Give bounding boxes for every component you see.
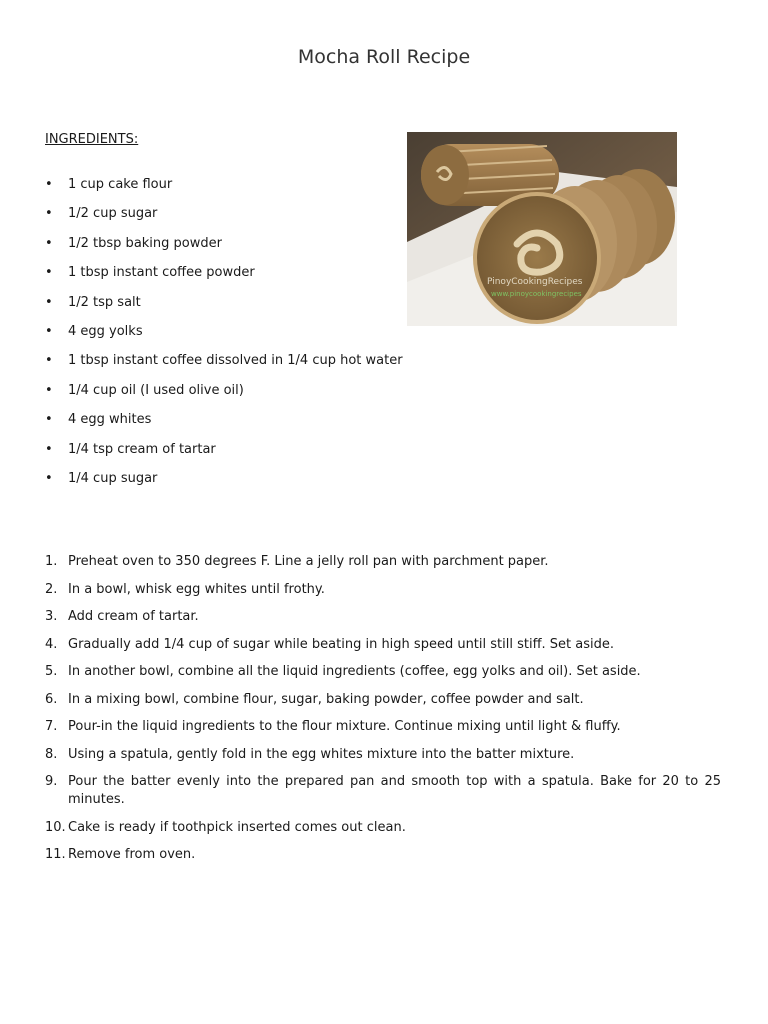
step-text: Pour the batter evenly into the prepared pan and smooth top with a spatula. Bake for 20 to 25 minutes. [68, 774, 721, 807]
directions-list [45, 553, 721, 874]
step-text: Remove from oven. [68, 847, 196, 862]
back-roll-end [421, 145, 469, 205]
ingredient-text: 4 egg whites [68, 412, 152, 428]
ingredient-item [45, 470, 403, 499]
step-text: Pour-in the liquid ingredients to the flour mixture. Continue mixing until light & fluffy. [68, 719, 621, 734]
mocha-roll-illustration [407, 132, 677, 326]
ingredient-text: 1/4 tsp cream of tartar [68, 441, 216, 457]
step-item [45, 846, 721, 864]
step-number: 2. [45, 581, 58, 597]
ingredient-text: 1/2 cup sugar [68, 206, 158, 222]
bullet-icon: • [45, 353, 53, 369]
step-item [45, 636, 721, 654]
step-text: Cake is ready if toothpick inserted comes out clean. [68, 819, 406, 835]
bullet-icon: • [45, 441, 53, 457]
step-number: 5. [45, 664, 58, 679]
bullet-icon: • [45, 177, 53, 192]
ingredient-item [45, 176, 403, 205]
ingredient-text: 1/2 tbsp baking powder [68, 235, 222, 251]
ingredient-text: 1/4 cup sugar [68, 470, 158, 486]
ingredients-heading: INGREDIENTS: [45, 132, 139, 147]
step-item [45, 553, 721, 571]
step-item [45, 819, 721, 837]
ingredient-text: 4 egg yolks [68, 323, 143, 339]
step-number: 4. [45, 636, 58, 652]
bullet-icon: • [45, 412, 53, 428]
ingredient-item [45, 294, 403, 323]
mocha-roll-photo [407, 132, 677, 326]
ingredient-text: 1/4 cup oil (I used olive oil) [68, 382, 244, 398]
watermark-text: PinoyCookingRecipes [487, 277, 583, 287]
ingredients-list [45, 176, 403, 499]
step-item [45, 691, 721, 709]
ingredient-item [45, 264, 403, 293]
ingredient-item [45, 352, 403, 381]
step-text: In a bowl, whisk egg whites until frothy. [68, 581, 325, 597]
step-number: 6. [45, 691, 58, 707]
step-text: Gradually add 1/4 cup of sugar while beating in high speed until still stiff. Set aside. [68, 636, 615, 652]
step-text: Preheat oven to 350 degrees F. Line a jelly roll pan with parchment paper. [68, 554, 549, 569]
bullet-icon: • [45, 294, 53, 310]
watermark-url: www.pinoycookingrecipes [491, 290, 582, 298]
step-item [45, 773, 721, 809]
step-item [45, 608, 721, 626]
step-item [45, 746, 721, 764]
bullet-icon: • [45, 206, 53, 222]
ingredient-text: 1 tbsp instant coffee powder [68, 265, 255, 281]
step-item [45, 663, 721, 681]
ingredient-item [45, 441, 403, 470]
ingredient-text: 1 tbsp instant coffee dissolved in 1/4 cup hot water [68, 353, 403, 369]
step-text: Using a spatula, gently fold in the egg whites mixture into the batter mixture. [68, 746, 575, 762]
ingredient-item [45, 411, 403, 440]
ingredient-item [45, 382, 403, 411]
step-number: 3. [45, 609, 58, 624]
ingredient-item [45, 205, 403, 234]
step-number: 10. [45, 819, 66, 835]
page-title: Mocha Roll Recipe [297, 46, 471, 68]
step-item [45, 718, 721, 736]
ingredient-item [45, 235, 403, 264]
step-number: 1. [45, 554, 58, 569]
step-number: 9. [45, 774, 58, 789]
ingredient-item [45, 323, 403, 352]
bullet-icon: • [45, 235, 53, 251]
step-text: In another bowl, combine all the liquid ingredients (coffee, egg yolks and oil). Set aside. [68, 664, 641, 679]
step-number: 8. [45, 746, 58, 762]
bullet-icon: • [45, 382, 53, 398]
step-number: 7. [45, 719, 58, 734]
step-number: 11. [45, 847, 66, 862]
ingredient-text: 1 cup cake flour [68, 177, 173, 192]
step-item [45, 581, 721, 599]
step-text: Add cream of tartar. [68, 609, 199, 624]
ingredient-text: 1/2 tsp salt [68, 294, 141, 310]
bullet-icon: • [45, 265, 53, 281]
step-text: In a mixing bowl, combine flour, sugar, baking powder, coffee powder and salt. [68, 691, 584, 707]
bullet-icon: • [45, 323, 53, 339]
bullet-icon: • [45, 470, 53, 486]
